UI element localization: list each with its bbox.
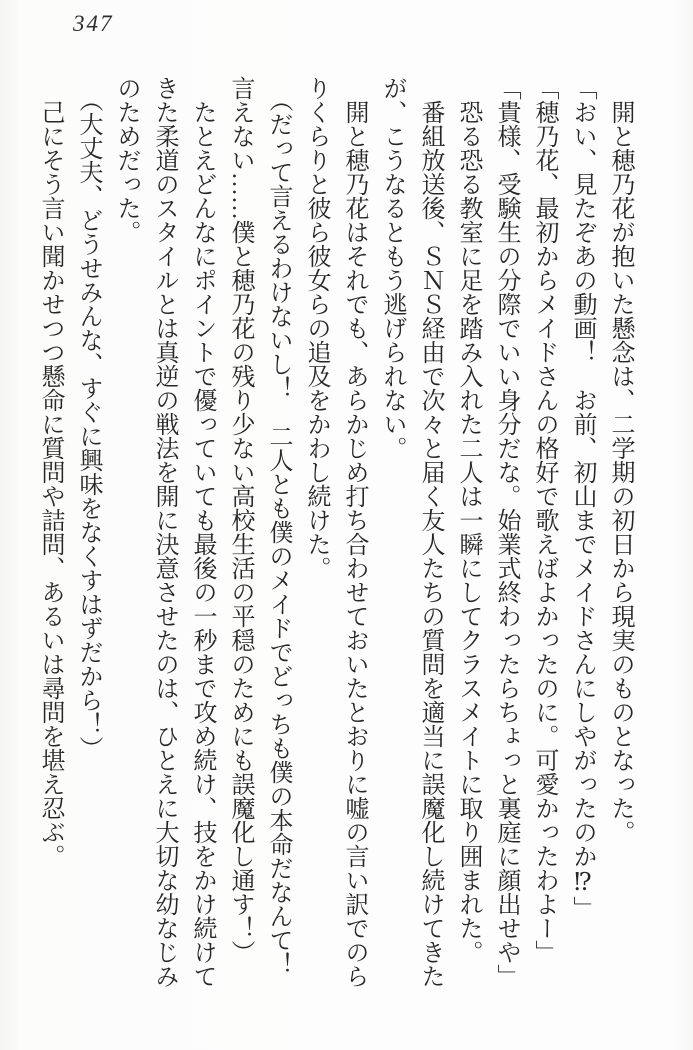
text-line: 言えない……僕と穂乃花の残り少ない高校生活の平穏のためにも誤魔化し通す！） bbox=[227, 76, 253, 964]
text-line: 己にそう言い聞かせつつ懸命に質問や詰問、あるいは尋問を堪え忍ぶ。 bbox=[37, 76, 63, 868]
body-text bbox=[31, 76, 639, 996]
text-line: （だって言えるわけないし！ 二人とも僕のメイドでどっちも僕の本命だなんて！ bbox=[265, 76, 291, 976]
text-line: 「おい、見たぞあの動画！ お前、初山までメイドさんにしやがったのか⁉」 bbox=[569, 76, 595, 920]
page-number: 347 bbox=[73, 11, 114, 36]
text-line: 開と穂乃花が抱いた懸念は、二学期の初日から現実のものとなった。 bbox=[607, 76, 633, 844]
text-line: 「穂乃花、最初からメイドさんの格好で歌えばよかったのに。可愛かったわよー」 bbox=[531, 76, 557, 964]
text-line: のためだった。 bbox=[113, 76, 139, 244]
text-line: が、こうなるともう逃げられない。 bbox=[379, 76, 405, 460]
text-line: 「貴様、受験生の分際でいい身分だな。始業式終わったらちょっと裏庭に顔出せや」 bbox=[493, 76, 519, 988]
text-line: （大丈夫、どうせみんな、すぐに興味をなくすはずだから！） bbox=[75, 76, 101, 760]
text-line: きた柔道のスタイルとは真逆の戦法を開に決意させたのは、ひとえに大切な幼なじみ bbox=[151, 76, 177, 988]
text-line: りくらりと彼ら彼女らの追及をかわし続けた。 bbox=[303, 76, 329, 580]
text-line: 恐る恐る教室に足を踏み入れた二人は一瞬にしてクラスメイトに取り囲まれた。 bbox=[455, 76, 481, 964]
text-line: たとえどんなにポイントで優っていても最後の一秒まで攻め続け、技をかけ続けて bbox=[189, 76, 215, 988]
text-line: 番組放送後、ＳＮＳ経由で次々と届く友人たちの質問を適当に誤魔化し続けてきた bbox=[417, 76, 443, 988]
text-line: 開と穂乃花はそれでも、あらかじめ打ち合わせておいたとおりに嘘の言い訳でのら bbox=[341, 76, 367, 988]
